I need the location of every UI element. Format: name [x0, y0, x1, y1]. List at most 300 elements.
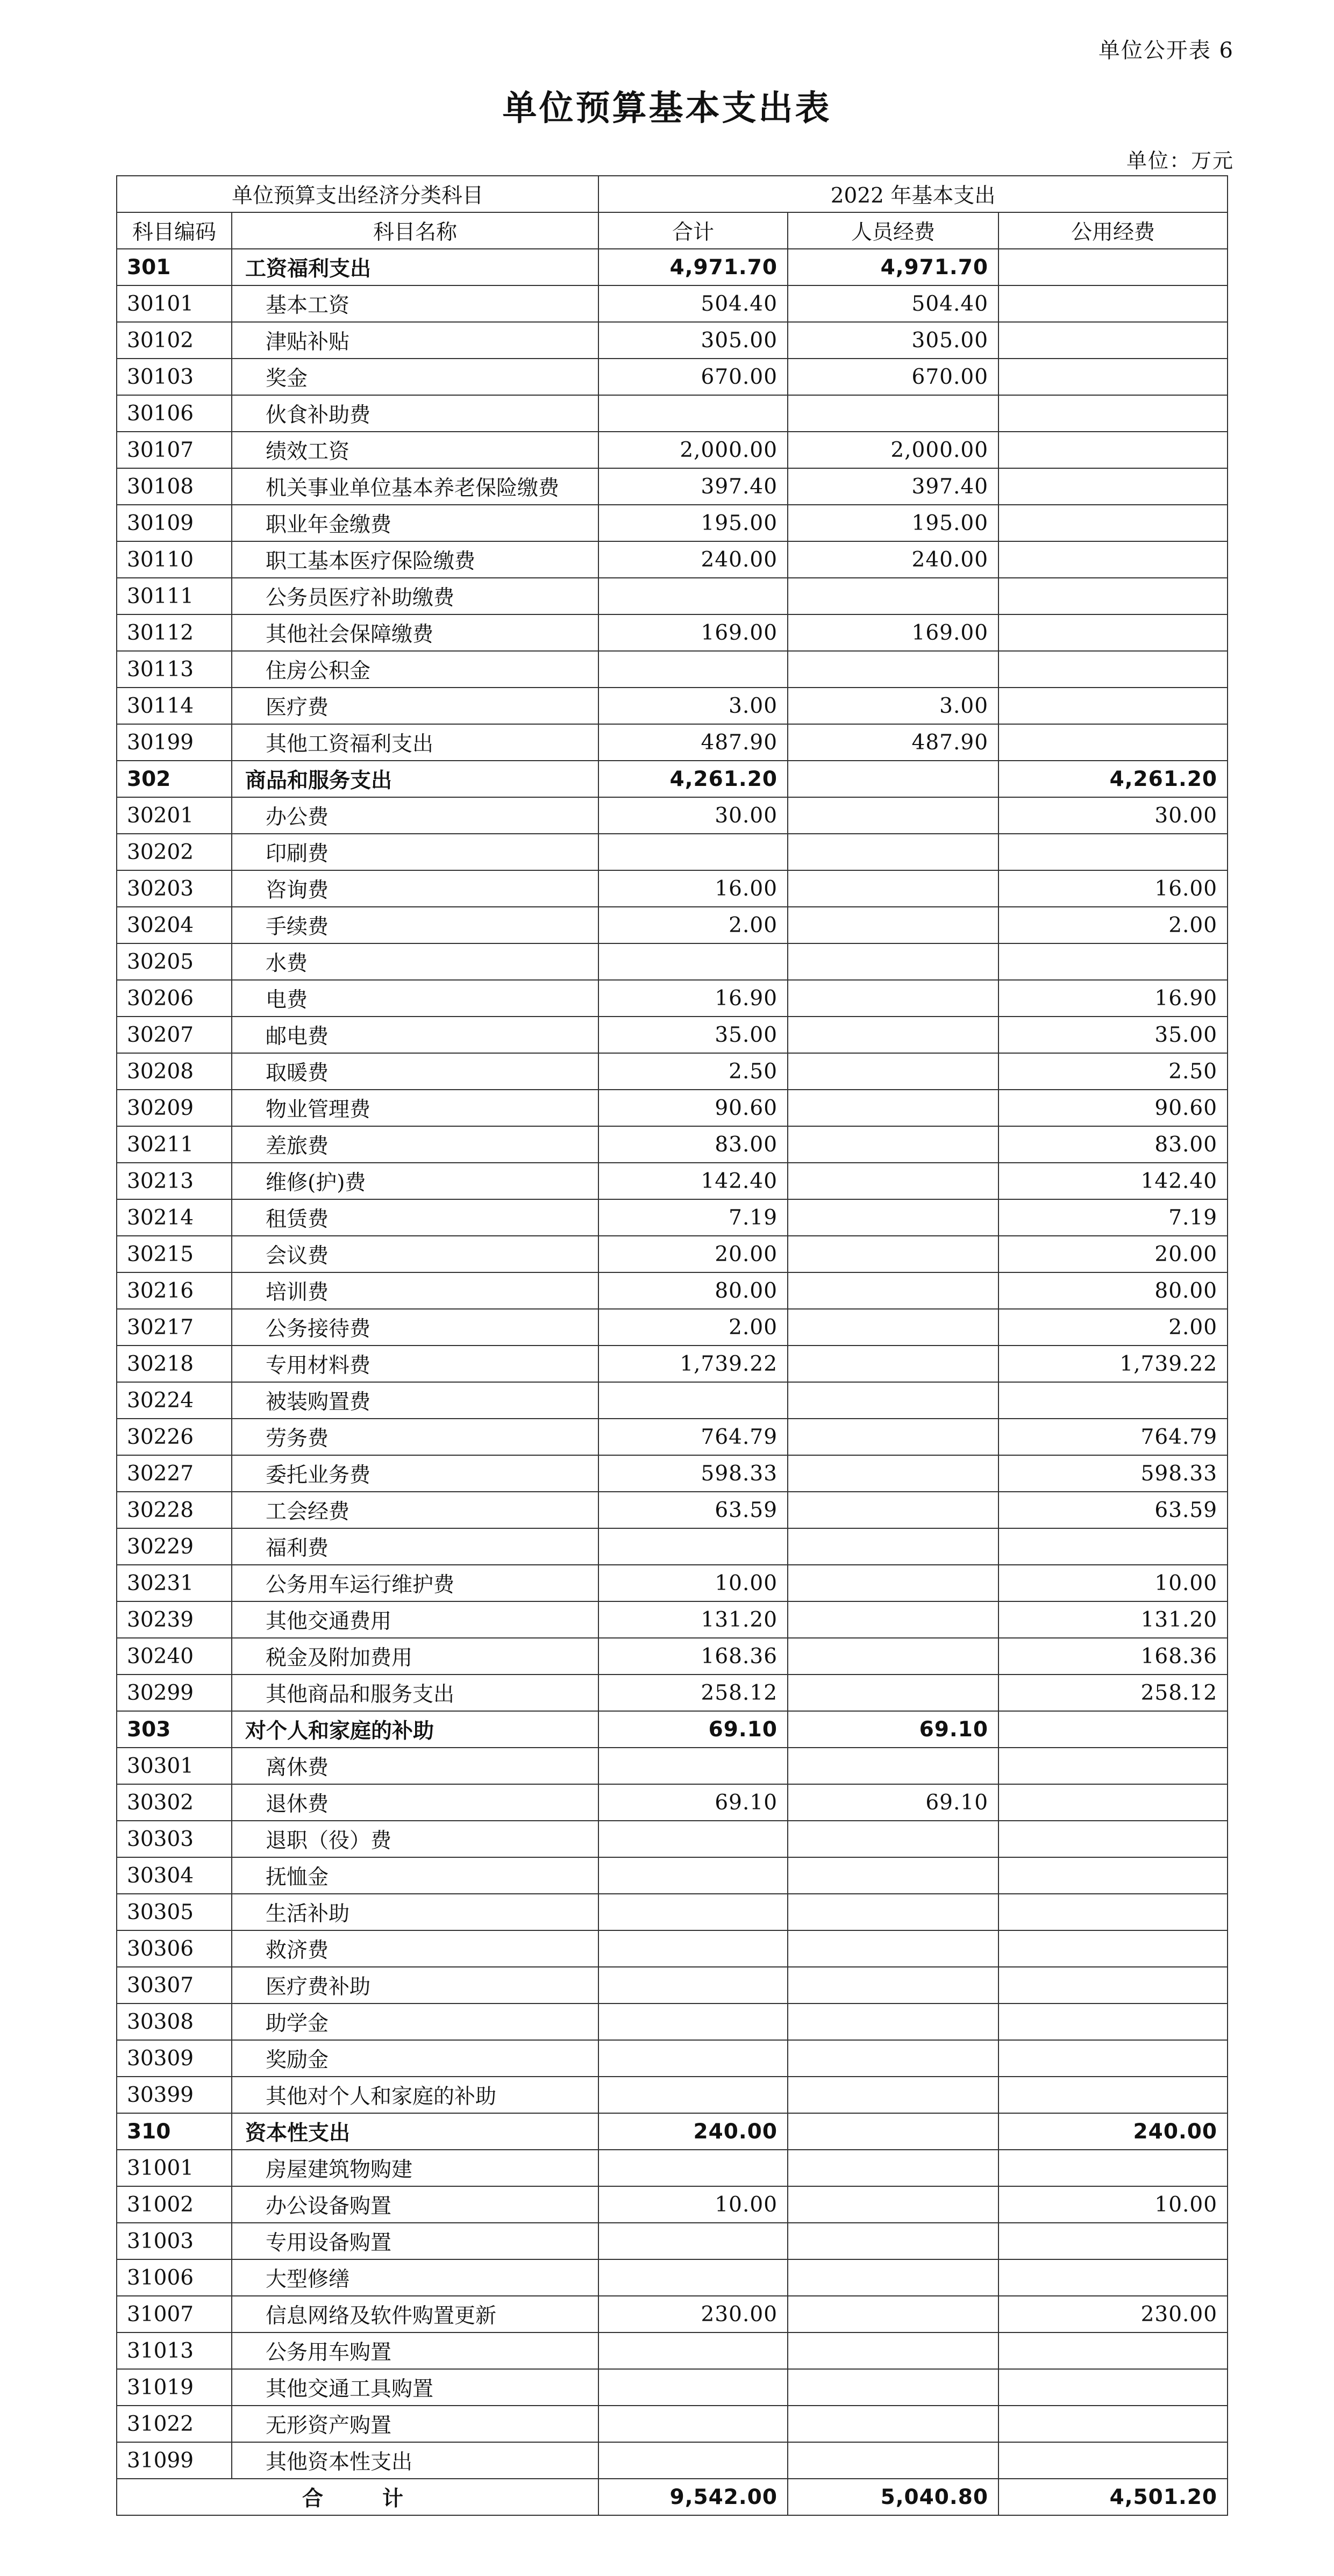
row-public: 30.00	[998, 797, 1228, 834]
row-code: 30228	[117, 1492, 232, 1528]
table-row	[117, 2442, 1228, 2479]
row-public	[998, 2442, 1228, 2479]
row-code: 30202	[117, 834, 232, 870]
row-name: 助学金	[232, 2003, 598, 2040]
row-personnel	[788, 1090, 998, 1126]
row-total	[598, 1894, 788, 1930]
row-public	[998, 2040, 1228, 2077]
row-public: 16.00	[998, 870, 1228, 907]
budget-table	[116, 175, 1228, 2516]
table-row	[117, 1528, 1228, 1565]
row-total: 2.00	[598, 907, 788, 943]
row-name: 其他交通工具购置	[232, 2369, 598, 2406]
category-row	[117, 761, 1228, 797]
row-personnel: 305.00	[788, 322, 998, 359]
row-total: 7.19	[598, 1199, 788, 1236]
row-code: 30299	[117, 1675, 232, 1711]
table-row	[117, 870, 1228, 907]
row-name: 电费	[232, 980, 598, 1017]
row-total	[598, 1821, 788, 1857]
row-total: 504.40	[598, 285, 788, 322]
table-row	[117, 2296, 1228, 2332]
row-personnel	[788, 1930, 998, 1967]
row-personnel	[788, 578, 998, 614]
row-code: 30227	[117, 1455, 232, 1492]
row-name: 公务用车运行维护费	[232, 1565, 598, 1601]
row-public: 20.00	[998, 1236, 1228, 1272]
row-code: 30208	[117, 1053, 232, 1090]
row-total	[598, 1967, 788, 2003]
row-total	[598, 943, 788, 980]
unit-label: 单位：万元	[1126, 149, 1234, 173]
row-name: 租赁费	[232, 1199, 598, 1236]
row-public	[998, 651, 1228, 688]
row-total: 168.36	[598, 1638, 788, 1675]
row-code: 303	[117, 1711, 232, 1748]
row-name: 税金及附加费用	[232, 1638, 598, 1675]
row-name: 对个人和家庭的补助	[232, 1711, 598, 1748]
row-total: 83.00	[598, 1126, 788, 1163]
row-code: 30306	[117, 1930, 232, 1967]
row-personnel	[788, 2186, 998, 2223]
row-total: 4,261.20	[598, 761, 788, 797]
row-total: 35.00	[598, 1017, 788, 1053]
row-personnel	[788, 1748, 998, 1784]
row-public	[998, 1967, 1228, 2003]
row-total	[598, 1528, 788, 1565]
row-public	[998, 724, 1228, 761]
total-row	[117, 2479, 1228, 2515]
row-total: 3.00	[598, 688, 788, 724]
row-public	[998, 943, 1228, 980]
row-public	[998, 505, 1228, 541]
table-body	[117, 249, 1228, 2479]
row-personnel	[788, 870, 998, 907]
row-name: 取暖费	[232, 1053, 598, 1090]
table-row	[117, 1017, 1228, 1053]
row-personnel	[788, 1126, 998, 1163]
row-public: 230.00	[998, 2296, 1228, 2332]
table-row	[117, 285, 1228, 322]
row-code: 30109	[117, 505, 232, 541]
table-row	[117, 1675, 1228, 1711]
row-personnel	[788, 1346, 998, 1382]
row-total: 240.00	[598, 541, 788, 578]
row-personnel: 2,000.00	[788, 432, 998, 468]
row-public: 90.60	[998, 1090, 1228, 1126]
table-row	[117, 432, 1228, 468]
table-row	[117, 1272, 1228, 1309]
row-total	[598, 2223, 788, 2259]
table-row	[117, 2369, 1228, 2406]
row-code: 30229	[117, 1528, 232, 1565]
row-total: 16.00	[598, 870, 788, 907]
row-public	[998, 1894, 1228, 1930]
row-public	[998, 578, 1228, 614]
row-personnel	[788, 1821, 998, 1857]
row-code: 30302	[117, 1784, 232, 1821]
row-code: 30303	[117, 1821, 232, 1857]
row-personnel	[788, 1894, 998, 1930]
row-public	[998, 1528, 1228, 1565]
row-total: 598.33	[598, 1455, 788, 1492]
row-code: 30308	[117, 2003, 232, 2040]
row-total: 670.00	[598, 359, 788, 395]
row-name: 差旅费	[232, 1126, 598, 1163]
row-name: 工资福利支出	[232, 249, 598, 285]
table-number-label: 单位公开表 6	[1098, 38, 1234, 63]
row-personnel: 195.00	[788, 505, 998, 541]
row-total: 69.10	[598, 1784, 788, 1821]
row-code: 30213	[117, 1163, 232, 1199]
table-row	[117, 359, 1228, 395]
row-name: 培训费	[232, 1272, 598, 1309]
row-code: 31022	[117, 2406, 232, 2442]
row-personnel	[788, 1309, 998, 1346]
row-personnel	[788, 2223, 998, 2259]
row-code: 30108	[117, 468, 232, 505]
row-personnel	[788, 1601, 998, 1638]
table-row	[117, 1930, 1228, 1967]
row-name: 绩效工资	[232, 432, 598, 468]
row-public: 2.00	[998, 1309, 1228, 1346]
total-label: 合计	[117, 2479, 598, 2515]
row-total: 63.59	[598, 1492, 788, 1528]
table-row	[117, 651, 1228, 688]
row-code: 30113	[117, 651, 232, 688]
row-code: 30209	[117, 1090, 232, 1126]
header-code: 科目编码	[117, 212, 232, 249]
table-row	[117, 2040, 1228, 2077]
table-row	[117, 1382, 1228, 1419]
row-public: 764.79	[998, 1419, 1228, 1455]
row-code: 30217	[117, 1309, 232, 1346]
row-name: 办公设备购置	[232, 2186, 598, 2223]
row-public: 80.00	[998, 1272, 1228, 1309]
row-name: 其他对个人和家庭的补助	[232, 2077, 598, 2113]
row-personnel	[788, 1419, 998, 1455]
row-code: 30224	[117, 1382, 232, 1419]
row-name: 无形资产购置	[232, 2406, 598, 2442]
table-row	[117, 322, 1228, 359]
row-code: 30215	[117, 1236, 232, 1272]
table-row	[117, 614, 1228, 651]
row-personnel	[788, 2077, 998, 2113]
row-code: 30102	[117, 322, 232, 359]
table-row	[117, 834, 1228, 870]
row-total: 240.00	[598, 2113, 788, 2150]
row-name: 机关事业单位基本养老保险缴费	[232, 468, 598, 505]
header-column-row	[117, 212, 1228, 249]
row-personnel: 169.00	[788, 614, 998, 651]
table-row	[117, 1199, 1228, 1236]
row-personnel: 3.00	[788, 688, 998, 724]
header-basic-expenditure: 2022 年基本支出	[598, 176, 1228, 212]
row-code: 30203	[117, 870, 232, 907]
row-personnel	[788, 943, 998, 980]
row-total: 90.60	[598, 1090, 788, 1126]
row-total: 20.00	[598, 1236, 788, 1272]
row-code: 30211	[117, 1126, 232, 1163]
row-code: 30107	[117, 432, 232, 468]
row-public	[998, 432, 1228, 468]
row-personnel	[788, 1638, 998, 1675]
row-total: 10.00	[598, 1565, 788, 1601]
table-row	[117, 688, 1228, 724]
table-row	[117, 1053, 1228, 1090]
table-row	[117, 1565, 1228, 1601]
row-code: 30218	[117, 1346, 232, 1382]
table-row	[117, 1821, 1228, 1857]
row-name: 职工基本医疗保险缴费	[232, 541, 598, 578]
table-row	[117, 468, 1228, 505]
row-code: 30112	[117, 614, 232, 651]
row-total: 2.50	[598, 1053, 788, 1090]
row-total: 230.00	[598, 2296, 788, 2332]
table-row	[117, 1967, 1228, 2003]
row-code: 30206	[117, 980, 232, 1017]
row-code: 30239	[117, 1601, 232, 1638]
row-total: 16.90	[598, 980, 788, 1017]
row-public: 83.00	[998, 1126, 1228, 1163]
row-total	[598, 1930, 788, 1967]
row-personnel	[788, 1199, 998, 1236]
row-public	[998, 468, 1228, 505]
row-personnel: 504.40	[788, 285, 998, 322]
row-total: 1,739.22	[598, 1346, 788, 1382]
row-personnel	[788, 2442, 998, 2479]
row-name: 信息网络及软件购置更新	[232, 2296, 598, 2332]
table-row	[117, 541, 1228, 578]
row-name: 维修(护)费	[232, 1163, 598, 1199]
table-row	[117, 1419, 1228, 1455]
row-name: 职业年金缴费	[232, 505, 598, 541]
row-code: 30114	[117, 688, 232, 724]
row-public: 258.12	[998, 1675, 1228, 1711]
row-code: 30240	[117, 1638, 232, 1675]
row-name: 邮电费	[232, 1017, 598, 1053]
row-name: 被装购置费	[232, 1382, 598, 1419]
row-name: 委托业务费	[232, 1455, 598, 1492]
row-total: 30.00	[598, 797, 788, 834]
row-personnel	[788, 2296, 998, 2332]
row-total: 487.90	[598, 724, 788, 761]
row-personnel: 397.40	[788, 468, 998, 505]
table-row	[117, 2077, 1228, 2113]
row-name: 专用材料费	[232, 1346, 598, 1382]
row-public	[998, 1748, 1228, 1784]
row-name: 基本工资	[232, 285, 598, 322]
row-public: 598.33	[998, 1455, 1228, 1492]
row-total	[598, 2442, 788, 2479]
table-row	[117, 724, 1228, 761]
table-row	[117, 1638, 1228, 1675]
row-personnel	[788, 2406, 998, 2442]
row-code: 30106	[117, 395, 232, 432]
row-total	[598, 395, 788, 432]
table-row	[117, 2332, 1228, 2369]
row-public: 142.40	[998, 1163, 1228, 1199]
table-row	[117, 395, 1228, 432]
row-personnel	[788, 2150, 998, 2186]
table-row	[117, 1748, 1228, 1784]
header-personnel: 人员经费	[788, 212, 998, 249]
row-code: 30103	[117, 359, 232, 395]
row-total	[598, 2077, 788, 2113]
row-total	[598, 2150, 788, 2186]
row-name: 公务接待费	[232, 1309, 598, 1346]
table-row	[117, 578, 1228, 614]
table-row	[117, 1601, 1228, 1638]
row-public	[998, 249, 1228, 285]
header-classification: 单位预算支出经济分类科目	[117, 176, 598, 212]
table-row	[117, 1346, 1228, 1382]
category-row	[117, 2113, 1228, 2150]
row-personnel	[788, 2369, 998, 2406]
row-name: 大型修缮	[232, 2259, 598, 2296]
row-name: 伙食补助费	[232, 395, 598, 432]
row-code: 30309	[117, 2040, 232, 2077]
row-code: 30305	[117, 1894, 232, 1930]
row-personnel	[788, 1492, 998, 1528]
row-public: 2.50	[998, 1053, 1228, 1090]
table-row	[117, 1492, 1228, 1528]
row-public: 131.20	[998, 1601, 1228, 1638]
row-public	[998, 2150, 1228, 2186]
row-personnel	[788, 1236, 998, 1272]
table-row	[117, 1236, 1228, 1272]
row-personnel	[788, 1455, 998, 1492]
row-code: 302	[117, 761, 232, 797]
row-name: 劳务费	[232, 1419, 598, 1455]
row-public: 35.00	[998, 1017, 1228, 1053]
table-row	[117, 1857, 1228, 1894]
row-name: 抚恤金	[232, 1857, 598, 1894]
row-code: 31006	[117, 2259, 232, 2296]
row-public	[998, 1821, 1228, 1857]
row-total	[598, 651, 788, 688]
row-code: 30110	[117, 541, 232, 578]
row-name: 其他交通费用	[232, 1601, 598, 1638]
row-name: 资本性支出	[232, 2113, 598, 2150]
row-code: 31099	[117, 2442, 232, 2479]
row-total	[598, 2406, 788, 2442]
row-personnel	[788, 2003, 998, 2040]
row-code: 30301	[117, 1748, 232, 1784]
row-public	[998, 2259, 1228, 2296]
table-row	[117, 1126, 1228, 1163]
row-personnel: 487.90	[788, 724, 998, 761]
table-row	[117, 2406, 1228, 2442]
row-personnel	[788, 1967, 998, 2003]
row-personnel	[788, 2332, 998, 2369]
row-public	[998, 322, 1228, 359]
row-name: 商品和服务支出	[232, 761, 598, 797]
row-name: 住房公积金	[232, 651, 598, 688]
row-total	[598, 2040, 788, 2077]
page-title: 单位预算基本支出表	[502, 89, 832, 128]
total-public: 4,501.20	[998, 2479, 1228, 2515]
row-personnel	[788, 1272, 998, 1309]
row-name: 物业管理费	[232, 1090, 598, 1126]
row-code: 30226	[117, 1419, 232, 1455]
row-code: 30307	[117, 1967, 232, 2003]
row-total: 4,971.70	[598, 249, 788, 285]
row-total	[598, 834, 788, 870]
row-public	[998, 1711, 1228, 1748]
row-personnel: 670.00	[788, 359, 998, 395]
row-personnel	[788, 907, 998, 943]
row-total	[598, 2003, 788, 2040]
row-total	[598, 1382, 788, 1419]
table-row	[117, 2003, 1228, 2040]
header-group-row	[117, 176, 1228, 212]
row-personnel: 240.00	[788, 541, 998, 578]
row-personnel	[788, 1163, 998, 1199]
row-name: 水费	[232, 943, 598, 980]
row-name: 退职（役）费	[232, 1821, 598, 1857]
row-public: 1,739.22	[998, 1346, 1228, 1382]
row-total	[598, 578, 788, 614]
row-public	[998, 1784, 1228, 1821]
row-name: 其他资本性支出	[232, 2442, 598, 2479]
row-public: 16.90	[998, 980, 1228, 1017]
row-total: 2.00	[598, 1309, 788, 1346]
table-row	[117, 980, 1228, 1017]
row-name: 救济费	[232, 1930, 598, 1967]
row-public: 4,261.20	[998, 761, 1228, 797]
row-total: 258.12	[598, 1675, 788, 1711]
row-total: 397.40	[598, 468, 788, 505]
table-row	[117, 1894, 1228, 1930]
total-sum: 9,542.00	[598, 2479, 788, 2515]
row-code: 30204	[117, 907, 232, 943]
row-code: 30304	[117, 1857, 232, 1894]
row-public	[998, 285, 1228, 322]
row-public	[998, 2077, 1228, 2113]
row-public	[998, 359, 1228, 395]
category-row	[117, 1711, 1228, 1748]
row-public	[998, 2332, 1228, 2369]
row-personnel	[788, 1675, 998, 1711]
table-row	[117, 2259, 1228, 2296]
row-personnel	[788, 761, 998, 797]
row-personnel	[788, 651, 998, 688]
row-public: 10.00	[998, 2186, 1228, 2223]
row-code: 31019	[117, 2369, 232, 2406]
row-name: 退休费	[232, 1784, 598, 1821]
row-code: 31013	[117, 2332, 232, 2369]
row-name: 生活补助	[232, 1894, 598, 1930]
row-name: 会议费	[232, 1236, 598, 1272]
row-total: 69.10	[598, 1711, 788, 1748]
row-personnel	[788, 1565, 998, 1601]
table-row	[117, 907, 1228, 943]
row-public	[998, 1382, 1228, 1419]
row-name: 奖励金	[232, 2040, 598, 2077]
row-personnel	[788, 980, 998, 1017]
row-total: 305.00	[598, 322, 788, 359]
row-personnel: 69.10	[788, 1784, 998, 1821]
row-name: 医疗费	[232, 688, 598, 724]
row-code: 31002	[117, 2186, 232, 2223]
row-personnel	[788, 1382, 998, 1419]
row-name: 手续费	[232, 907, 598, 943]
table-row	[117, 1090, 1228, 1126]
row-name: 其他工资福利支出	[232, 724, 598, 761]
row-total	[598, 1748, 788, 1784]
row-total	[598, 2369, 788, 2406]
